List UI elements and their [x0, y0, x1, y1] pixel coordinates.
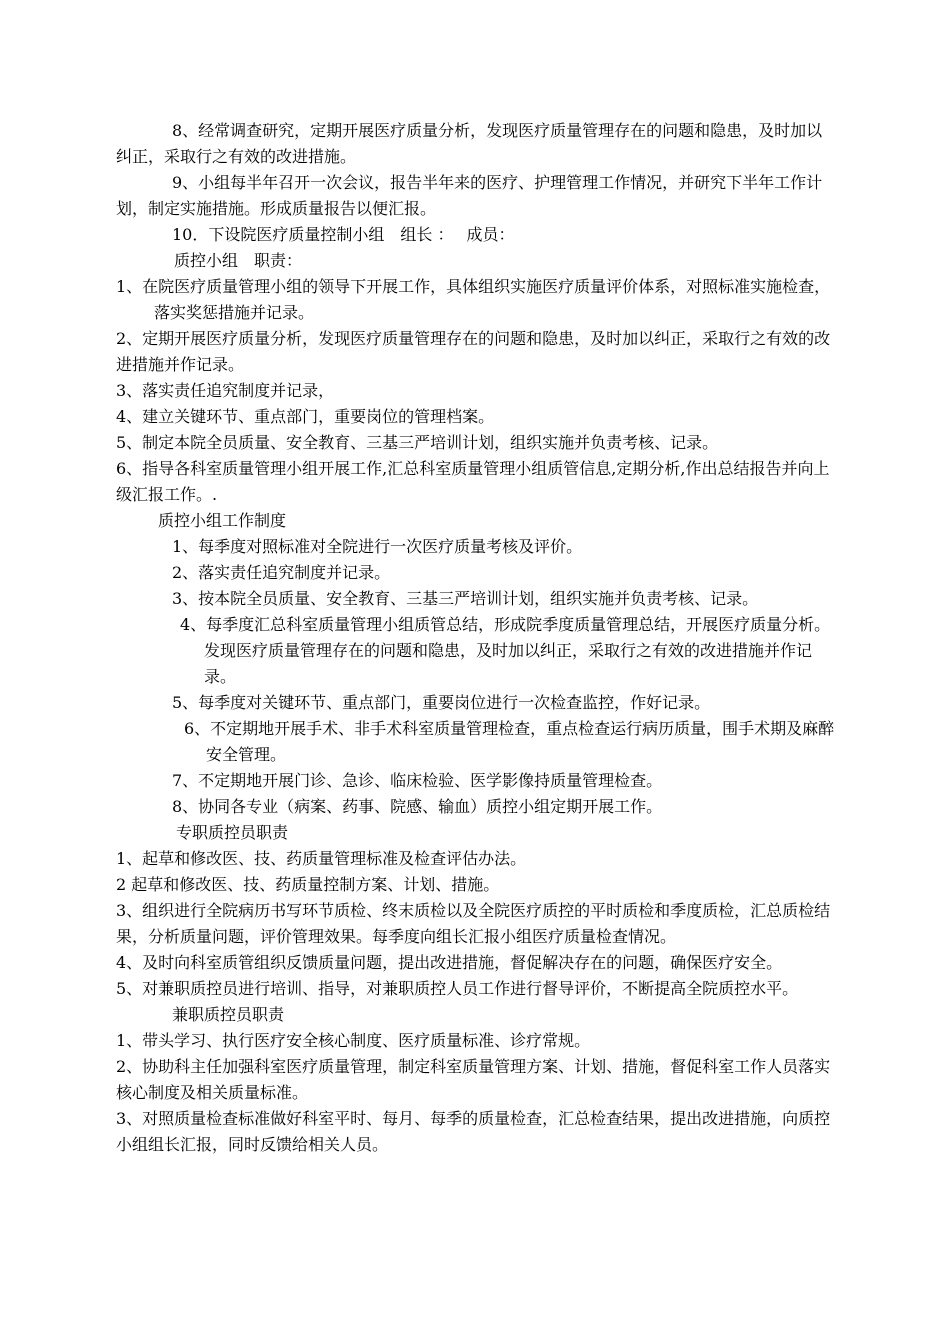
fulltime-item-1: 1、起草和修改医、技、药质量管理标准及检查评估办法。: [116, 849, 527, 868]
parttime-item-2: 2、协助科主任加强科室医疗质量管理，制定科室质量管理方案、计划、措施，督促科室工作人员落实核心制度及相关质量标准。: [116, 1057, 831, 1102]
rule-item-5: 5、每季度对关键环节、重点部门，重要岗位进行一次检查监控，作好记录。: [172, 693, 711, 712]
parttime-item-3: 3、对照质量检查标准做好科室平时、每月、每季的质量检查，汇总检查结果，提出改进措施，向质控小组组长汇报，同时反馈给相关人员。: [116, 1109, 831, 1154]
rule-item-4: 4、每季度汇总科室质量管理小组质管总结，形成院季度质量管理总结，开展医疗质量分析。发现医疗质量管理存在的问题和隐患，及时加以纠正，采取行之有效的改进措施并作记录。: [180, 615, 831, 686]
parttime-item-1: 1、带头学习、执行医疗安全核心制度、医疗质量标准、诊疗常规。: [116, 1031, 591, 1050]
fulltime-item-2: 2 起草和修改医、技、药质量控制方案、计划、措施。: [116, 875, 500, 894]
paragraph-item-10: 10．下设院医疗质量控制小组 组长 ： 成员：: [172, 225, 515, 244]
duty-item-6: 6、指导各科室质量管理小组开展工作,汇总科室质量管理小组质管信息,定期分析,作出总结报告并向上级汇报工作。.: [116, 459, 830, 504]
paragraph-item-8: 8、经常调查研究，定期开展医疗质量分析，发现医疗质量管理存在的问题和隐患，及时加以纠正，采取行之有效的改进措施。: [116, 121, 823, 166]
rule-item-8: 8、协同各专业（病案、药事、院感、输血）质控小组定期开展工作。: [172, 797, 663, 816]
paragraph-item-9: 9、小组每半年召开一次会议，报告半年来的医疗、护理管理工作情况，并研究下半年工作计划，制定实施措施。形成质量报告以便汇报。: [116, 173, 823, 218]
section-heading-fulltime-qc: 专职质控员职责: [176, 823, 289, 842]
duty-item-5: 5、制定本院全员质量、安全教育、三基三严培训计划，组织实施并负责考核、记录。: [116, 433, 719, 452]
fulltime-item-3: 3、组织进行全院病历书写环节质检、终末质检以及全院医疗质控的平时质检和季度质检，汇总质检结果，分析质量问题，评价管理效果。每季度向组长汇报小组医疗质量检查情况。: [116, 901, 831, 946]
section-heading-qc-rules: 质控小组工作制度: [158, 511, 287, 530]
rule-item-1: 1、每季度对照标准对全院进行一次医疗质量考核及评价。: [172, 537, 583, 556]
duty-item-4: 4、建立关键环节、重点部门，重要岗位的管理档案。: [116, 407, 495, 426]
document-page: [116, 118, 836, 1158]
rule-item-3: 3、按本院全员质量、安全教育、三基三严培训计划，组织实施并负责考核、记录。: [172, 589, 759, 608]
fulltime-item-5: 5、对兼职质控员进行培训、指导，对兼职质控人员工作进行督导评价，不断提高全院质控水平。: [116, 979, 799, 998]
rule-item-2: 2、落实责任追究制度并记录。: [172, 563, 391, 582]
section-heading-parttime-qc: 兼职质控员职责: [172, 1005, 285, 1024]
rule-item-6: 6、不定期地开展手术、非手术科室质量管理检查，重点检查运行病历质量，围手术期及麻醉安全管理。: [184, 719, 835, 764]
section-heading-qc-duties: 质控小组 职责：: [174, 251, 303, 270]
fulltime-item-4: 4、及时向科室质管组织反馈质量问题，提出改进措施，督促解决存在的问题，确保医疗安全。: [116, 953, 783, 972]
duty-item-2: 2、定期开展医疗质量分析，发现医疗质量管理存在的问题和隐患，及时加以纠正，采取行之有效的改进措施并作记录。: [116, 329, 831, 374]
rule-item-7: 7、不定期地开展门诊、急诊、临床检验、医学影像持质量管理检查。: [172, 771, 663, 790]
duty-item-1: 1、在院医疗质量管理小组的领导下开展工作，具体组织实施医疗质量评价体系，对照标准实施检查，落实奖惩措施并记录。: [116, 277, 831, 322]
duty-item-3: 3、落实责任追究制度并记录，: [116, 381, 335, 400]
